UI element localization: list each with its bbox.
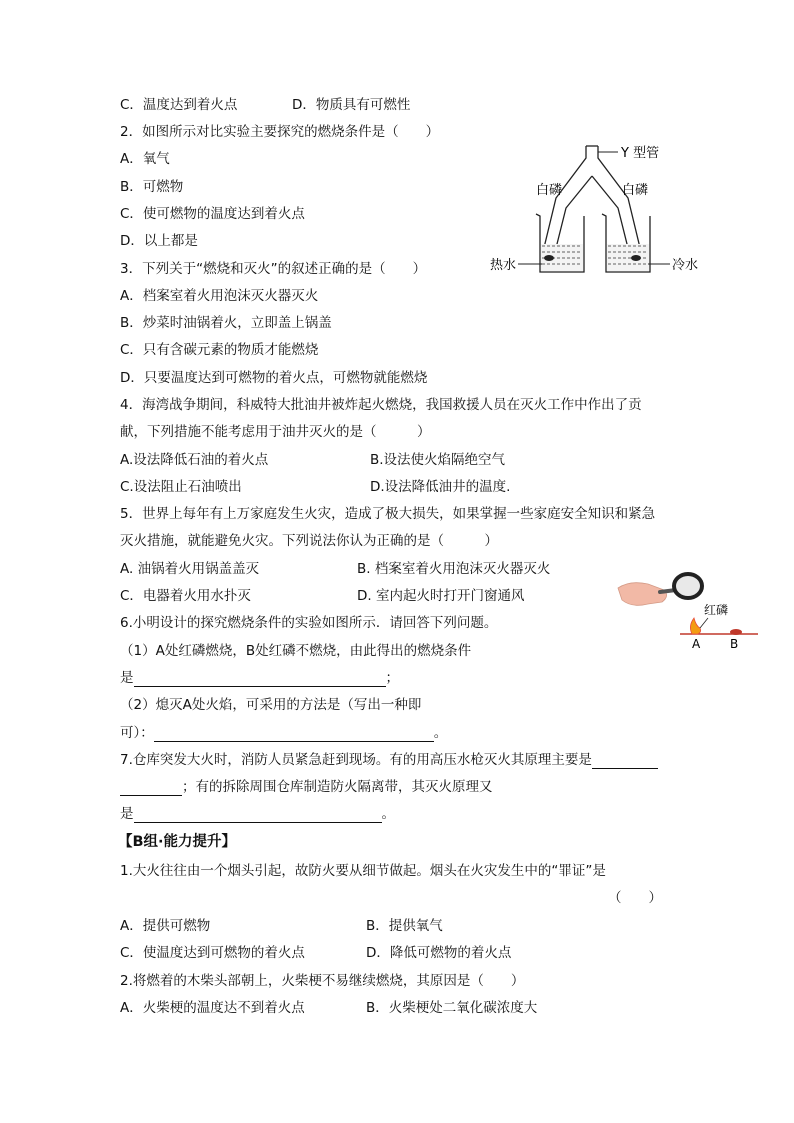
- red-phosphorus-label: 红磷: [704, 603, 729, 617]
- q6-part2-suffix: 。: [433, 725, 448, 741]
- q4-option-d: D.设法降低油井的温度.: [370, 479, 511, 495]
- b1-option-a: A．提供可燃物: [120, 918, 211, 934]
- q3-option-d: D．只要温度达到可燃物的着火点，可燃物就能燃烧: [120, 370, 428, 386]
- q2-option-a: A．氧气: [120, 151, 170, 167]
- q2-option-c: C．使可燃物的温度达到着火点: [120, 206, 305, 222]
- q4-option-a: A.设法降低石油的着火点: [120, 452, 269, 468]
- q2-option-d: D．以上都是: [120, 233, 198, 249]
- b1-answer-paren: （ ）: [608, 890, 662, 906]
- q7-line2-text: ；有的拆除周围仓库制造防火隔离带，其灭火原理又: [182, 779, 493, 795]
- q7-line1: [120, 751, 658, 769]
- q6-part1-prefix: 是: [120, 670, 134, 686]
- q7-blank1[interactable]: [592, 754, 658, 769]
- q6-stem: 6.小明设计的探究燃烧条件的实验如图所示．请回答下列问题。: [120, 615, 498, 631]
- q3-option-b: B．炒菜时油锅着火，立即盖上锅盖: [120, 315, 332, 331]
- point-b-label: B: [730, 637, 739, 651]
- white-phosphorus-right-label: 白磷: [622, 183, 649, 198]
- q5-option-a: A. 油锅着火用锅盖盖灭: [120, 561, 260, 577]
- q2-stem: 2．如图所示对比实验主要探究的燃烧条件是（ ）: [120, 124, 440, 140]
- q6-part2-prefix: 可）：: [120, 725, 154, 741]
- q4-option-c: C.设法阻止石油喷出: [120, 479, 242, 495]
- red-phosphorus-leader: [700, 618, 708, 628]
- q6-part2-answer: [120, 724, 447, 742]
- b1-option-c: C．使温度达到可燃物的着火点: [120, 945, 305, 961]
- b2-option-a: A．火柴梗的温度达不到着火点: [120, 1000, 305, 1016]
- q7-line2: [120, 778, 493, 796]
- hot-water-beaker: [536, 214, 584, 272]
- white-phosphorus-right: [631, 255, 641, 261]
- q6-part1-blank[interactable]: [134, 672, 386, 687]
- q6-part1-suffix: ；: [385, 670, 399, 686]
- b2-stem: 2.将燃着的木柴头部朝上，火柴梗不易继续燃烧，其原因是（ ）: [120, 973, 525, 989]
- flame-icon: [690, 618, 700, 634]
- q3-stem: 3．下列关于“燃烧和灭火”的叙述正确的是（ ）: [120, 261, 427, 277]
- q6-part1: （1）A处红磷燃烧，B处红磷不燃烧，由此得出的燃烧条件: [120, 643, 472, 659]
- white-phosphorus-left-label: 白磷: [536, 183, 563, 198]
- q7-line3-suffix: 。: [381, 806, 395, 822]
- q7-line3: [120, 805, 395, 823]
- white-phosphorus-left: [544, 255, 554, 261]
- cold-water-label: 冷水: [672, 258, 699, 273]
- q2-option-b: B．可燃物: [120, 179, 184, 195]
- q5-stem-line1: 5．世界上每年有上万家庭发生火灾，造成了极大损失，如果掌握一些家庭安全知识和紧急: [120, 506, 656, 522]
- b1-option-b: B．提供氧气: [366, 918, 443, 934]
- q1-option-d: D．物质具有可燃性: [292, 97, 411, 113]
- q5-option-c: C．电器着火用水扑灭: [120, 588, 251, 604]
- point-a-label: A: [692, 637, 701, 651]
- q5-option-d: D. 室内起火时打开门窗通风: [357, 588, 525, 604]
- q5-option-b: B. 档案室着火用泡沫灭火器灭火: [357, 561, 551, 577]
- q7-line1-text: 7.仓库突发大火时，消防人员紧急赶到现场。有的用高压水枪灭火其原理主要是: [120, 752, 592, 768]
- y-tube-diagram: [488, 138, 708, 278]
- q4-stem-line1: 4．海湾战争期间，科威特大批油井被炸起火燃烧，我国救援人员在灭火工作中作出了贡: [120, 397, 642, 413]
- q3-option-a: A．档案室着火用泡沫灭火器灭火: [120, 288, 319, 304]
- q3-option-c: C．只有含碳元素的物质才能燃烧: [120, 342, 319, 358]
- b2-option-b: B．火柴梗处二氧化碳浓度大: [366, 1000, 538, 1016]
- y-tube-label: Y 型管: [621, 146, 660, 161]
- magnifier-diagram: [612, 568, 762, 652]
- hand-icon: [618, 583, 667, 606]
- q7-blank1-cont[interactable]: [120, 781, 182, 796]
- y-tube: [542, 146, 642, 260]
- cold-water-beaker: [602, 214, 650, 272]
- q5-stem-line2: 灭火措施，就能避免火灾。下列说法你认为正确的是（ ）: [120, 533, 498, 549]
- b1-stem: 1.大火往往由一个烟头引起，故防火要从细节做起。烟头在火灾发生中的“罪证”是: [120, 863, 606, 879]
- q7-line3-prefix: 是: [120, 806, 134, 822]
- section-b-heading: 【B组·能力提升】: [118, 834, 237, 850]
- q4-option-b: B.设法使火焰隔绝空气: [370, 452, 506, 468]
- q7-blank2[interactable]: [134, 808, 382, 823]
- q6-part2: （2）熄灭A处火焰，可采用的方法是（写出一种即: [120, 697, 422, 713]
- q6-part1-answer: [120, 669, 399, 687]
- q4-stem-line2: 献，下列措施不能考虑用于油井灭火的是（ ）: [120, 424, 431, 440]
- hot-water-label: 热水: [490, 258, 517, 273]
- q1-option-c: C．温度达到着火点: [120, 97, 238, 113]
- red-phosphorus-b: [730, 629, 742, 635]
- q6-part2-blank[interactable]: [154, 727, 434, 742]
- b1-option-d: D．降低可燃物的着火点: [366, 945, 512, 961]
- magnifier-lens-icon: [674, 574, 702, 598]
